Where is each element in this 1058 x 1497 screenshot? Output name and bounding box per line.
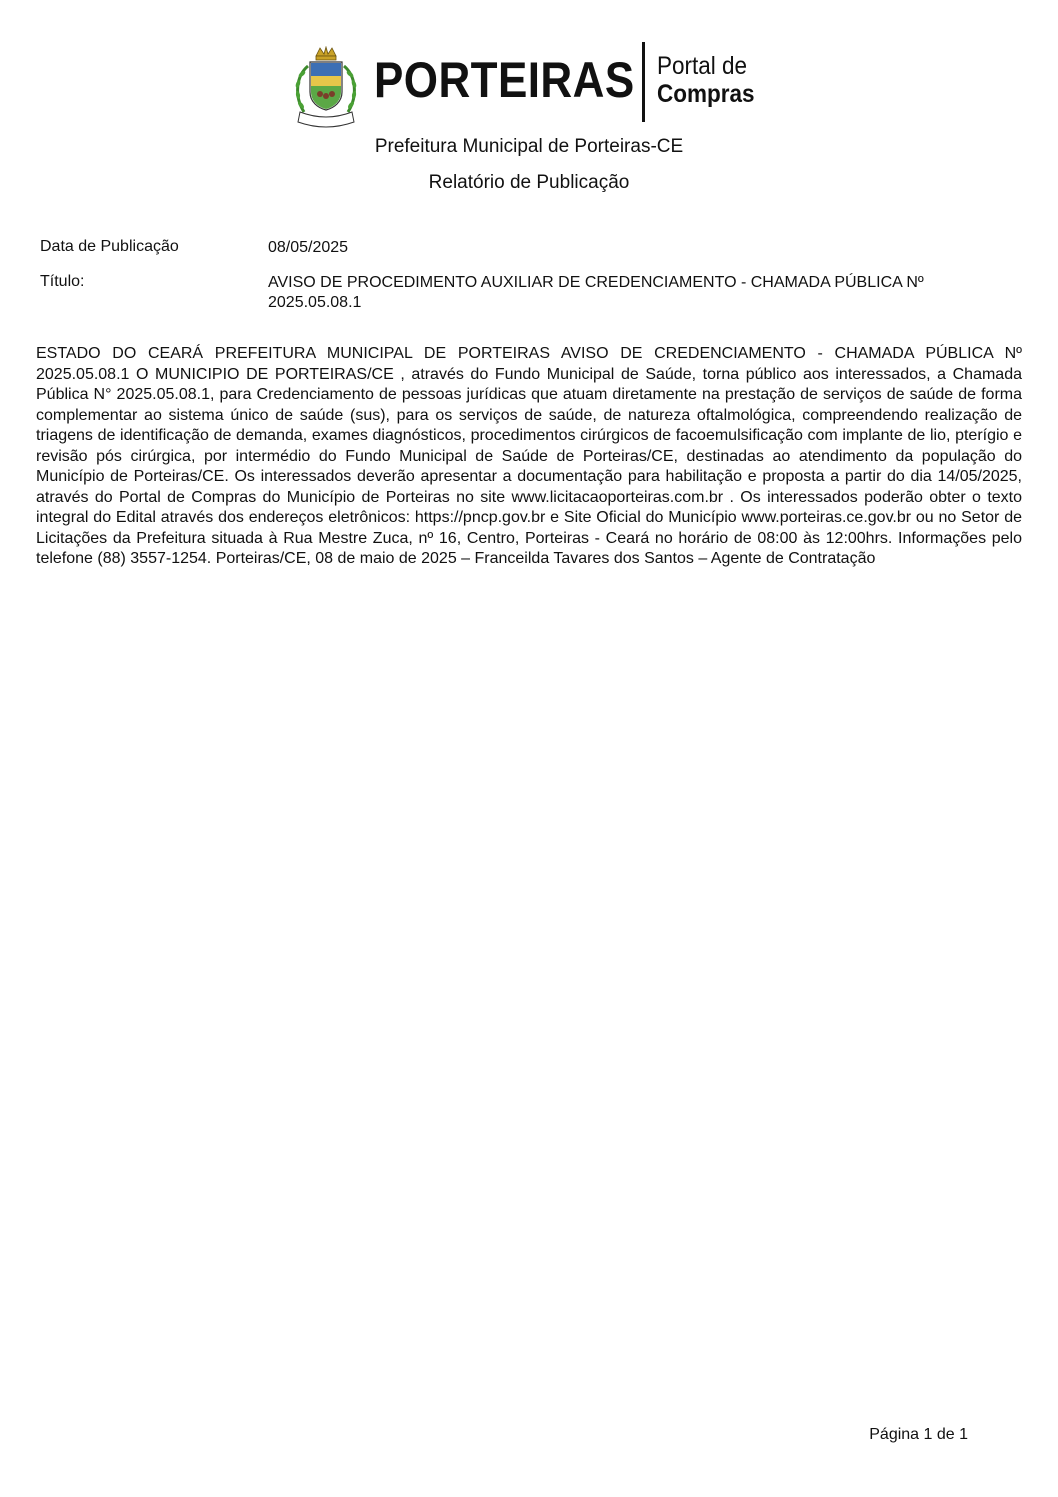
page-number: Página 1 de 1 <box>869 1426 968 1443</box>
organization-title: Prefeitura Municipal de Porteiras-CE <box>374 136 684 157</box>
municipal-crest-icon <box>290 46 362 130</box>
publication-date-label: Data de Publicação <box>40 238 179 255</box>
compras-label: Compras <box>657 80 755 108</box>
publication-date-value: 08/05/2025 <box>268 239 349 256</box>
report-title: Relatório de Publicação <box>428 172 630 193</box>
notice-body-text: ESTADO DO CEARÁ PREFEITURA MUNICIPAL DE PORTEIRAS AVISO DE CREDENCIAMENTO - CHAMADA PÚBLICA Nº 2025.05.08.1 O MUNICIPIO DE PORTEIRAS/CE , através do Fundo Municipal de Saúde, torna público aos interessados, a Chamada Pública N° 2025.05.08.1, para Credenciamento de pessoas jurídicas que atuam diretamente na prestação de serviços de saúde de forma complementar ao sistema único de saúde (sus), para os serviços de saúde, de natureza oftalmológica, compreendendo realização de triagens de identificação de demanda, exames diagnósticos, procedimentos cirúrgicos de facoemulsificação com implante de lio, pterígio e revisão pós cirúrgica, por intermédio do Fundo Municipal de Saúde de Porteiras/CE, destinadas ao atendimento da população do Município de Porteiras/CE. Os interessados deverão apresentar a documentação para habilitação e proposta a partir do dia 14/05/2025, através do Portal de Compras do Município de Porteiras no site www.licitacaoporteiras.com.br . Os interessados poderão obter o texto integral do Edital através dos endereços eletrônicos: https://pncp.gov.br e Site Oficial do Município www.porteiras.ce.gov.br ou no Setor de Licitações da Prefeitura situada à Rua Mestre Zuca, nº 16, Centro, Porteiras - Ceará no horário de 08:00 às 12:00hrs. Informações pelo telefone (88) 3557-1254. Porteiras/CE, 08 de maio de 2025 – Franceilda Tavares dos Santos – Agente de Contratação <box>36 345 1022 567</box>
portal-label: Portal de <box>657 52 748 80</box>
title-value: AVISO DE PROCEDIMENTO AUXILIAR DE CREDENCIAMENTO - CHAMADA PÚBLICA Nº 2025.05.08.1 <box>268 274 924 311</box>
title-label: Título: <box>40 273 85 290</box>
portal-logo <box>290 40 770 130</box>
logo-divider <box>642 42 645 122</box>
brand-wordmark: PORTEIRAS <box>374 52 635 108</box>
